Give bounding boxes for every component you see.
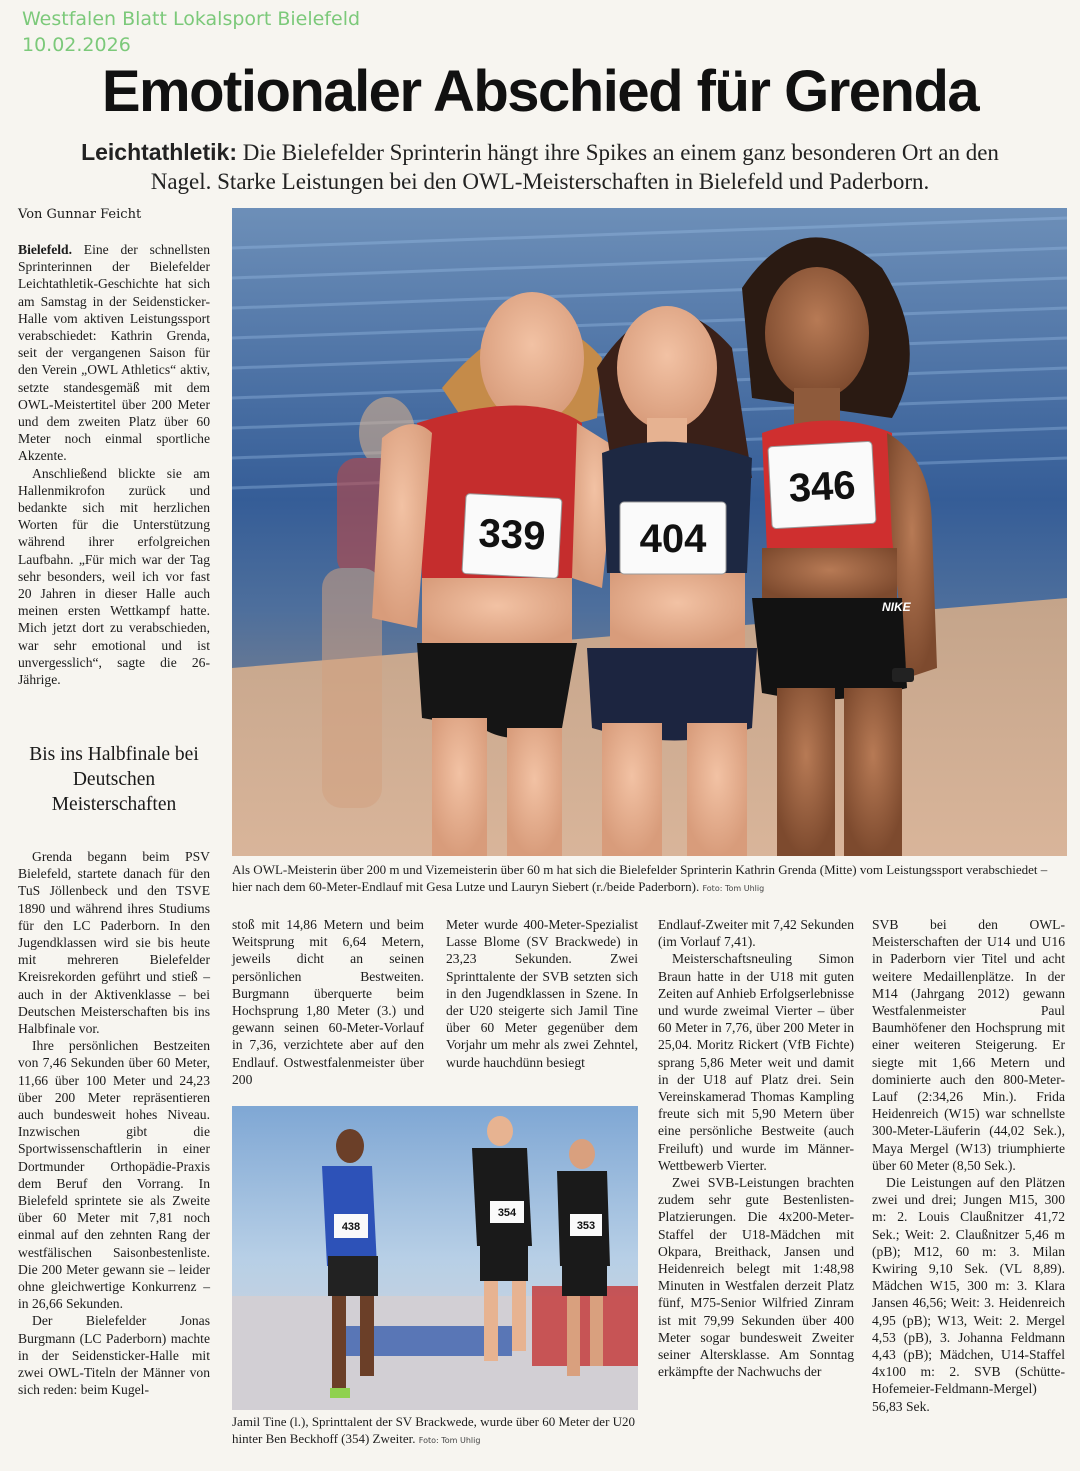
publication-name: Westfalen Blatt Lokalsport Bielefeld <box>22 8 361 30</box>
second-photo-caption <box>232 1414 638 1449</box>
source-label <box>22 6 360 58</box>
paragraph: SVB bei den OWL-Meisterschaften der U14 und U16 in Paderborn vier Titel und acht weitere Medaillenplätze. In der M14 (Jahrgang 2012) gewann Westfalenmeister Paul Baumhöfener den Hochsprung mit einer weiteren Steigerung. Er siegte mit 1,66 Metern und dominierte auch den 800-Meter-Lauf (2:34,26 Min.). Frida Heidenreich (W15) war schnellste 300-Meter-Läuferin (44,02 Sek.), Maya Mergel (W13) triumphierte über 60 Meter (8,50 Sek.). <box>872 917 1065 1173</box>
paragraph-text: Eine der schnellsten Sprinterinnen der Bielefelder Leichtathletik-Geschichte hat sich am Samstag in der Seidensticker-Halle vom aktiven Leistungssport verabschiedet: Kathrin Grenda, seit der vergangenen Saison für den Verein „OWL Athletics“ aktiv, setzte standesgemäß mit dem OWL-Meistertitel über 200 Meter und dem zweiten Platz über 60 Meter noch einmal sportliche Akzente. <box>18 242 210 464</box>
bib-346: 346 <box>787 463 857 511</box>
bib-339: 339 <box>477 511 547 559</box>
photo-credit: Foto: Tom Uhlig <box>418 1435 481 1445</box>
photo-credit: Foto: Tom Uhlig <box>702 883 765 893</box>
paragraph: Endlauf-Zweiter mit 7,42 Sekunden (im Vorlauf 7,41). <box>658 917 854 950</box>
paragraph-lead <box>18 241 210 465</box>
column-1-top <box>18 241 210 688</box>
paragraph: Die Leistungen auf den Plätzen zwei und drei; Jungen M15, 300 m: 2. Louis Claußnitzer 41,72 Sek.; Weit: 2. Claußnitzer 5,46 m (pB); M12, 60 m: 3. Milan Kwiring 9,10 Sek. (VL 8,89). Mädchen W15, 300 m: 3. Klara Jansen 46,56; Weit: 3. Heidenreich 4,95 (pB); W13, Weit: 2. Mergel 4,53 (pB), 3. Johanna Feldmann 4,43 (pB); Mädchen, U14-Staffel 4x100 m: 2. SVB (Schütte-Hofemeier-Feldmann-Mergel) 56,83 Sek. <box>872 1175 1065 1414</box>
publication-date: 10.02.2026 <box>22 34 131 56</box>
caption-text: Als OWL-Meisterin über 200 m und Vizemeisterin über 60 m hat sich die Bielefelder Sprinterin Kathrin Grenda (Mitte) vom Leistungssport verabschiedet – hier nach dem 60-Meter-Endlauf mit Gesa Lutze und Lauryn Siebert (r./beide Paderborn). <box>232 862 1048 894</box>
column-4 <box>658 916 854 1380</box>
paragraph: Meisterschaftsneuling Simon Braun hatte in der U18 mit guten Zeiten auf Anhieb Erfolgserlebnisse und wurde zweimal Vierter – über 60 Meter in 7,76, über 200 Meter in 25,04. Moritz Rickert (VfB Fichte) sprang 5,86 Meter weit und damit in der U18 auf Platz drei. Sein Vereinskamerad Thomas Kampling freute sich mit 5,90 Metern über eine persönliche Bestweite (auch Freiluft) und wurde im Männer-Wettbewerb Vierter. <box>658 951 854 1173</box>
subhead-text: Die Bielefelder Sprinterin hängt ihre Spikes an einem ganz besonderen Ort an den Nagel. Starke Leistungen bei den OWL-Meisterschaften in Bielefeld und Paderborn. <box>150 140 999 194</box>
column-2 <box>232 916 424 1088</box>
subtitle: Bis ins Halbfinale bei Deutschen Meisterschaften <box>29 744 199 815</box>
column-5 <box>872 916 1065 1415</box>
second-photo <box>232 1106 638 1410</box>
main-photo-image <box>232 208 1067 856</box>
nike-logo: NIKE <box>882 600 911 614</box>
headline: Emotionaler Abschied für Grenda <box>101 59 979 124</box>
subhead-kicker: Leichtathletik: <box>81 139 237 165</box>
bib-353: 353 <box>576 1220 596 1232</box>
subhead <box>60 138 1020 196</box>
bib-354: 354 <box>497 1207 517 1219</box>
paragraph: stoß mit 14,86 Metern und beim Weitsprung mit 6,64 Metern, jeweils dicht an seinen persönlichen Bestweiten. Burgmann überquerte beim Hochsprung 1,80 Meter (3.) und gewann seinen 60-Meter-Vorlauf in 7,36, verzichtete aber auf den Endlauf. Ostwestfalenmeister über 200 <box>232 917 424 1087</box>
column-1-bottom <box>18 848 210 1399</box>
paragraph: Grenda begann beim PSV Bielefeld, startete danach für den TuS Jöllenbeck und den TSVE 1890 und während ihres Studiums für den LC Paderborn. In den Jugendklassen wird sie bis heute mit mehreren Bielefelder Kreisrekorden geführt und stieß – auch in der Aktivenklasse – bei Deutschen Meisterschaften bis ins Halbfinale vor. <box>18 849 210 1037</box>
paragraph: Der Bielefelder Jonas Burgmann (LC Paderborn) machte in der Seidensticker-Halle mit zwei OWL-Titeln der Männer von sich reden: beim Kugel- <box>18 1313 210 1398</box>
caption-text: Jamil Tine (l.), Sprinttalent der SV Brackwede, wurde über 60 Meter der U20 hinter Ben Beckhoff (354) Zweiter. <box>232 1414 636 1446</box>
bib-438: 438 <box>341 1221 361 1233</box>
second-photo-image <box>232 1106 638 1410</box>
paragraph: Meter wurde 400-Meter-Spezialist Lasse Blome (SV Brackwede) in 23,23 Sekunden. Zwei Sprinttalente der SVB setzten sich in den Jugendklassen in Szene. In der U20 steigerte sich Jamil Tine über 60 Meter gegenüber dem Vorjahr um mehr als zwei Zehntel, wurde hauchdünn besiegt <box>446 917 638 1070</box>
main-photo <box>232 208 1067 856</box>
byline: Von Gunnar Feicht <box>18 207 142 222</box>
paragraph: Ihre persönlichen Bestzeiten von 7,46 Sekunden über 60 Meter, 11,66 über 100 Meter und 24,23 über 200 Meter repräsentieren auch bundesweit hohes Niveau. Inzwischen gibt die Sportwissenschaftlerin in einer Dortmunder Orthopädie-Praxis dem Beruf den Vorrang. In Bielefeld sprintete sie als Zweite über 60 Meter mit 7,81 noch einmal auf den zehnten Rang der westfälischen Saisonbestenliste. Die 200 Meter gewann sie – leider ohne gleichwertige Konkurrenz – in 26,66 Sekunden. <box>18 1038 210 1312</box>
bib-404: 404 <box>639 517 707 561</box>
main-photo-caption <box>232 862 1067 897</box>
paragraph: Zwei SVB-Leistungen brachten zudem sehr gute Bestenlisten-Platzierungen. Die 4x200-Meter-Staffel der U18-Mädchen mit Okpara, Breithack, Jansen und Heidenreich belegt mit 1:48,98 Minuten in Westfalen derzeit Platz fünf, M75-Senior Wilfried Zinram ist mit 79,99 Sekunden über 400 Meter sogar bundesweit Zweiter seiner Altersklasse. Am Sonntag erkämpfte der Nachwuchs der <box>658 1175 854 1380</box>
dateline: Bielefeld. <box>18 242 72 257</box>
column-3 <box>446 916 638 1071</box>
paragraph: Anschließend blickte sie am Hallenmikrofon zurück und bedankte sich mit herzlichen Worten für die Unterstützung während ihrer erfolgreichen Laufbahn. „Für mich war der Tag sehr besonders, weil ich vor fast 20 Jahren in dieser Halle auch meinen ersten Wettkampf hatte. Mich jetzt dort zu verabschieden, war sehr emotional und ist unvergesslich“, sagte die 26-Jährige. <box>18 465 210 688</box>
